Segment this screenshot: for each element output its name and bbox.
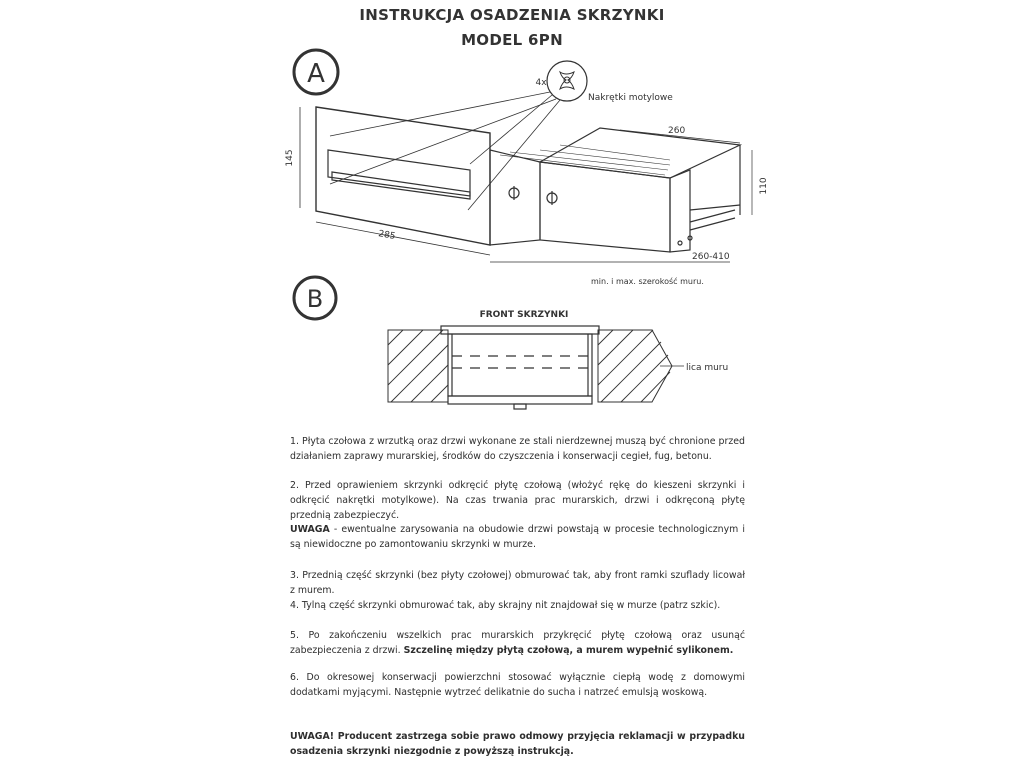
- instruction-4: 4. Tylną część skrzynki obmurować tak, aby skrajny nit znajdował się w murze (patrz szkic).: [290, 600, 721, 611]
- instruction-5-bold: Szczelinę między płytą czołową, a murem wypełnić sylikonem.: [403, 645, 734, 656]
- wing-nut-icon: [547, 61, 587, 101]
- front-label: FRONT SKRZYNKI: [479, 310, 569, 320]
- instruction-2: 2. Przed oprawieniem skrzynki odkręcić płytę czołową (włożyć rękę do kieszeni skrzynki i odkręcić nakrętki motylkowe). Na czas trwania prac murarskich, drzwi i odkręconą płytę przednią zabezpieczyć.: [290, 480, 745, 521]
- model-title: MODEL 6PN: [461, 31, 563, 49]
- nuts-quantity: 4x: [535, 78, 547, 88]
- nuts-label: Nakrętki motylowe: [588, 93, 673, 103]
- final-warning-text: UWAGA! Producent zastrzega sobie prawo odmowy przyjęcia reklamacji w przypadku osadzenia skrzynki niezgodnie z powyższą instrukcją.: [290, 731, 745, 757]
- diagram-b-letter: B: [306, 285, 324, 313]
- dim-height: 145: [285, 149, 295, 167]
- warning-label: UWAGA: [290, 524, 330, 535]
- instruction-6: 6. Do okresowej konserwacji powierzchni stosować wyłącznie ciepłą wodę z domowymi dodatkami myjącymi. Następnie wytrzeć delikatnie do sucha i natrzeć emulsją woskową.: [290, 672, 745, 698]
- dim-side: 110: [759, 177, 769, 195]
- document-title: INSTRUKCJA OSADZENIA SKRZYNKI: [359, 6, 665, 24]
- instruction-3: 3. Przednią część skrzynki (bez płyty czołowej) obmurować tak, aby front ramki szuflady licował z murem.: [290, 570, 745, 596]
- wall-label: lica muru: [686, 363, 729, 373]
- instruction-5: [290, 628, 745, 658]
- diagram-b: [294, 277, 728, 409]
- range-note: min. i max. szerokość muru.: [591, 277, 704, 286]
- dim-range: 260-410: [692, 252, 730, 262]
- diagram-a: [285, 50, 769, 286]
- instruction-5-text: 5. Po zakończeniu wszelkich prac murarskich przykręcić płytę czołową oraz usunąć zabezpieczenia z drzwi.: [290, 630, 745, 656]
- dim-width: 285: [377, 229, 397, 242]
- warning-text: - ewentualne zarysowania na obudowie drzwi powstają w procesie technologicznym i są niewidoczne po zamontowaniu skrzynki w murze.: [290, 524, 745, 550]
- diagram-a-letter: A: [307, 59, 325, 89]
- instruction-1: 1. Płyta czołowa z wrzutką oraz drzwi wykonane ze stali nierdzewnej muszą być chronione przed działaniem zaprawy murarskiej, środków do czyszczenia i konserwacji cegieł, fug, betonu.: [290, 436, 745, 462]
- final-warning: [290, 729, 745, 759]
- warning-scratches: [290, 522, 745, 552]
- front-plate: [316, 107, 490, 245]
- dim-depth: 260: [668, 126, 686, 136]
